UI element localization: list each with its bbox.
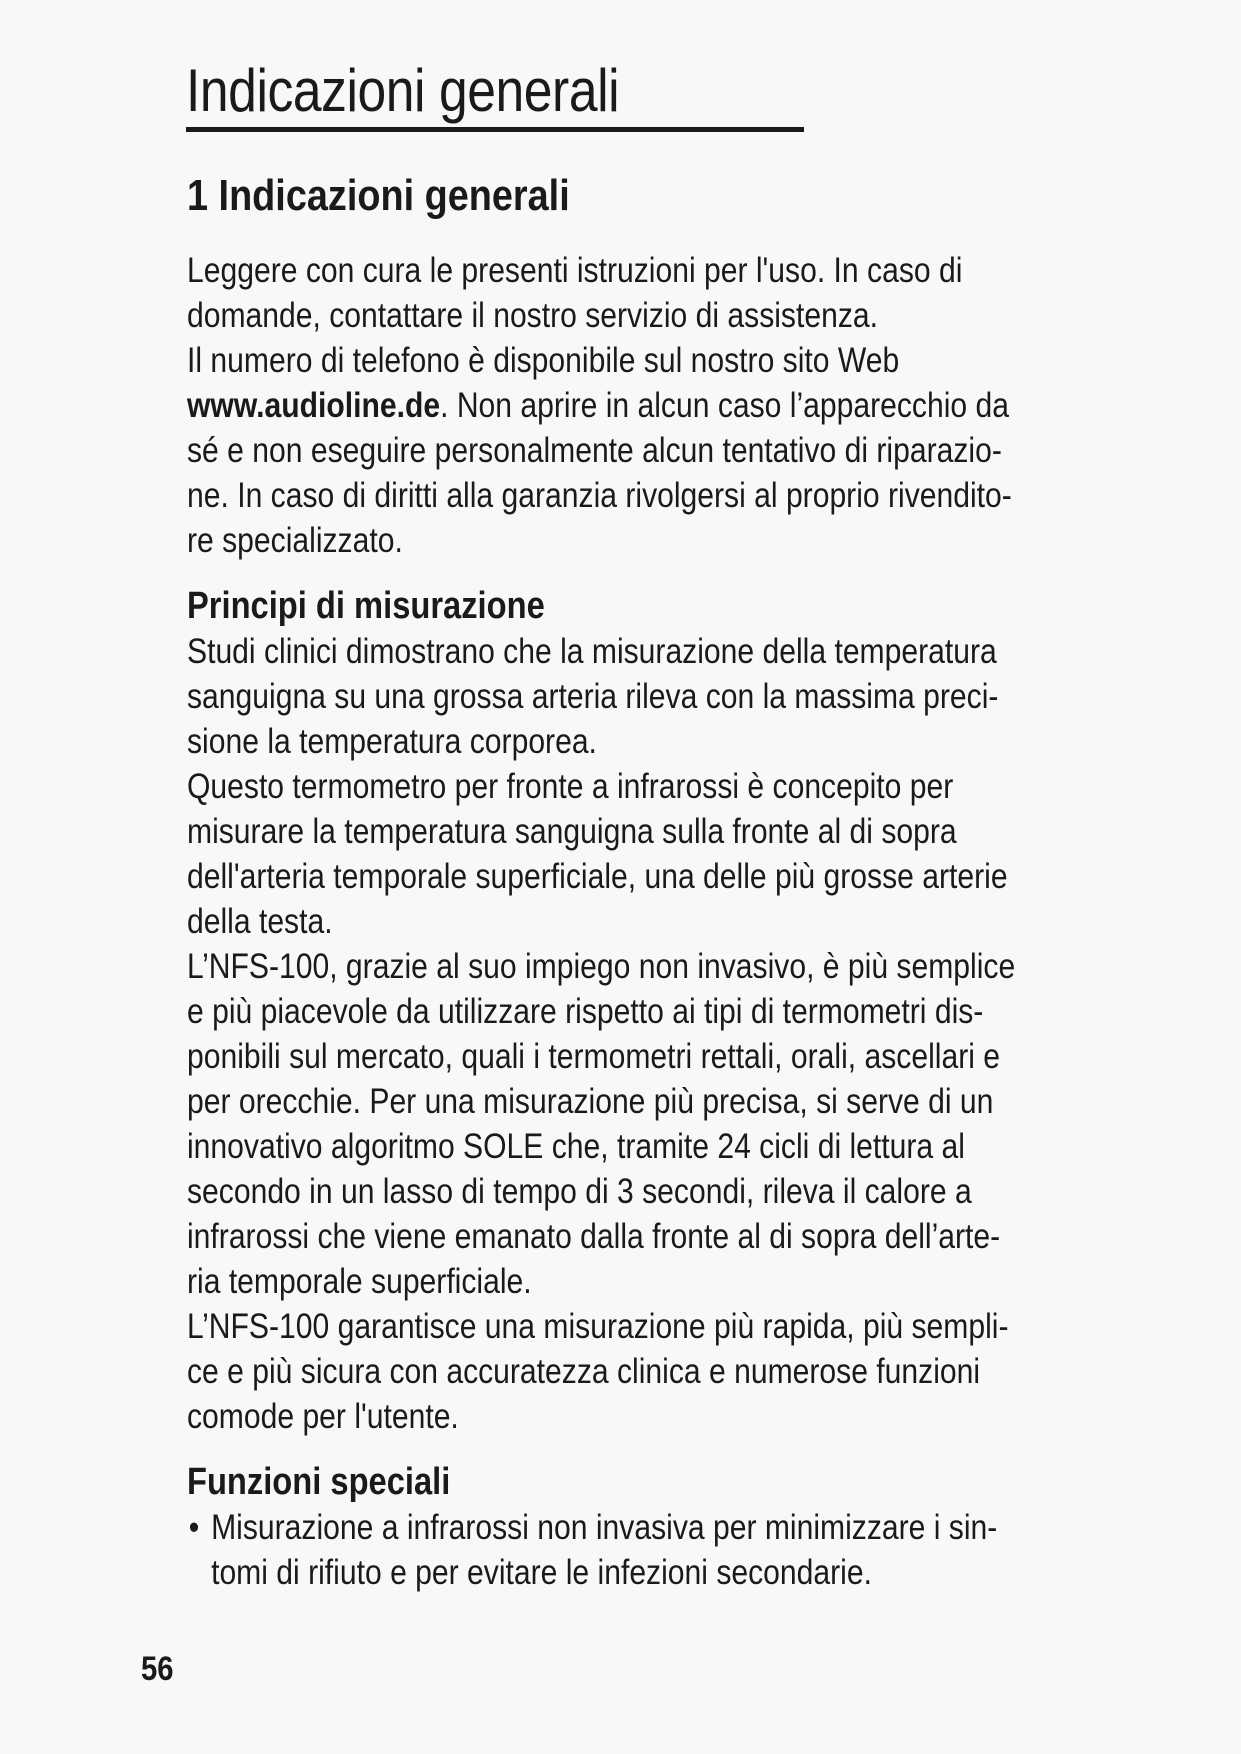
text-line: sanguigna su una grossa arteria rileva con la massima preci- [187, 677, 999, 716]
text-line: ria temporale superficiale. [187, 1262, 532, 1301]
website-link[interactable]: www.audioline.de [187, 386, 441, 425]
text-line: e più piacevole da utilizzare rispetto ai tipi di termometri dis- [187, 992, 984, 1031]
text-line: Questo termometro per fronte a infrarossi è concepito per [187, 767, 954, 806]
text-line: ponibili sul mercato, quali i termometri rettali, orali, ascellari e [187, 1037, 1001, 1076]
text-line: secondo in un lasso di tempo di 3 secondi, rileva il calore a [187, 1172, 972, 1211]
page-number: 56 [141, 1650, 174, 1688]
text-line: L’NFS-100 garantisce una misurazione più rapida, più sempli- [187, 1307, 1009, 1346]
text-line: dell'arteria temporale superficiale, una delle più grosse arterie [187, 857, 1008, 896]
bullet-icon: • [188, 1508, 200, 1547]
list-item-text: tomi di rifiuto e per evitare le infezioni secondarie. [211, 1553, 872, 1592]
text-line: Studi clinici dimostrano che la misurazione della temperatura [187, 632, 997, 671]
text-line: L’NFS-100, grazie al suo impiego non invasivo, è più semplice [187, 947, 1016, 986]
section-heading: 1 Indicazioni generali [187, 171, 570, 220]
text-line: sé e non eseguire personalmente alcun tentativo di riparazio- [187, 431, 1002, 470]
text-line [187, 383, 1047, 428]
page-content [187, 170, 1187, 1595]
principles-paragraph [187, 629, 1187, 1439]
list-item-text: Misurazione a infrarossi non invasiva per minimizzare i sin- [211, 1508, 998, 1547]
running-header-title: Indicazioni generali [186, 57, 620, 124]
list-item-continuation [187, 1550, 1047, 1595]
text-line: ne. In caso di diritti alla garanzia rivolgersi al proprio rivendito- [187, 476, 1012, 515]
text-line: ce e più sicura con accuratezza clinica e numerose funzioni [187, 1352, 981, 1391]
text-line: comode per l'utente. [187, 1397, 459, 1436]
subheading-special-functions: Funzioni speciali [187, 1461, 451, 1503]
text-line: re specializzato. [187, 521, 403, 560]
text-line: infrarossi che viene emanato dalla fronte al di sopra dell’arte- [187, 1217, 1001, 1256]
text-segment: . Non aprire in alcun caso l’apparecchio da [440, 386, 1009, 425]
text-line: misurare la temperatura sanguigna sulla fronte al di sopra [187, 812, 957, 851]
intro-paragraph [187, 248, 1187, 563]
list-item [187, 1505, 1047, 1550]
special-functions-list [187, 1505, 1187, 1595]
text-line: Il numero di telefono è disponibile sul nostro sito Web [187, 341, 900, 380]
text-line: della testa. [187, 902, 333, 941]
text-line: Leggere con cura le presenti istruzioni per l'uso. In caso di [187, 251, 963, 290]
text-line: sione la temperatura corporea. [187, 722, 597, 761]
text-line: per orecchie. Per una misurazione più precisa, si serve di un [187, 1082, 994, 1121]
text-line: domande, contattare il nostro servizio di assistenza. [187, 296, 878, 335]
header-underline [186, 127, 804, 132]
text-line: innovativo algoritmo SOLE che, tramite 24 cicli di lettura al [187, 1127, 965, 1166]
subheading-principles: Principi di misurazione [187, 585, 545, 627]
